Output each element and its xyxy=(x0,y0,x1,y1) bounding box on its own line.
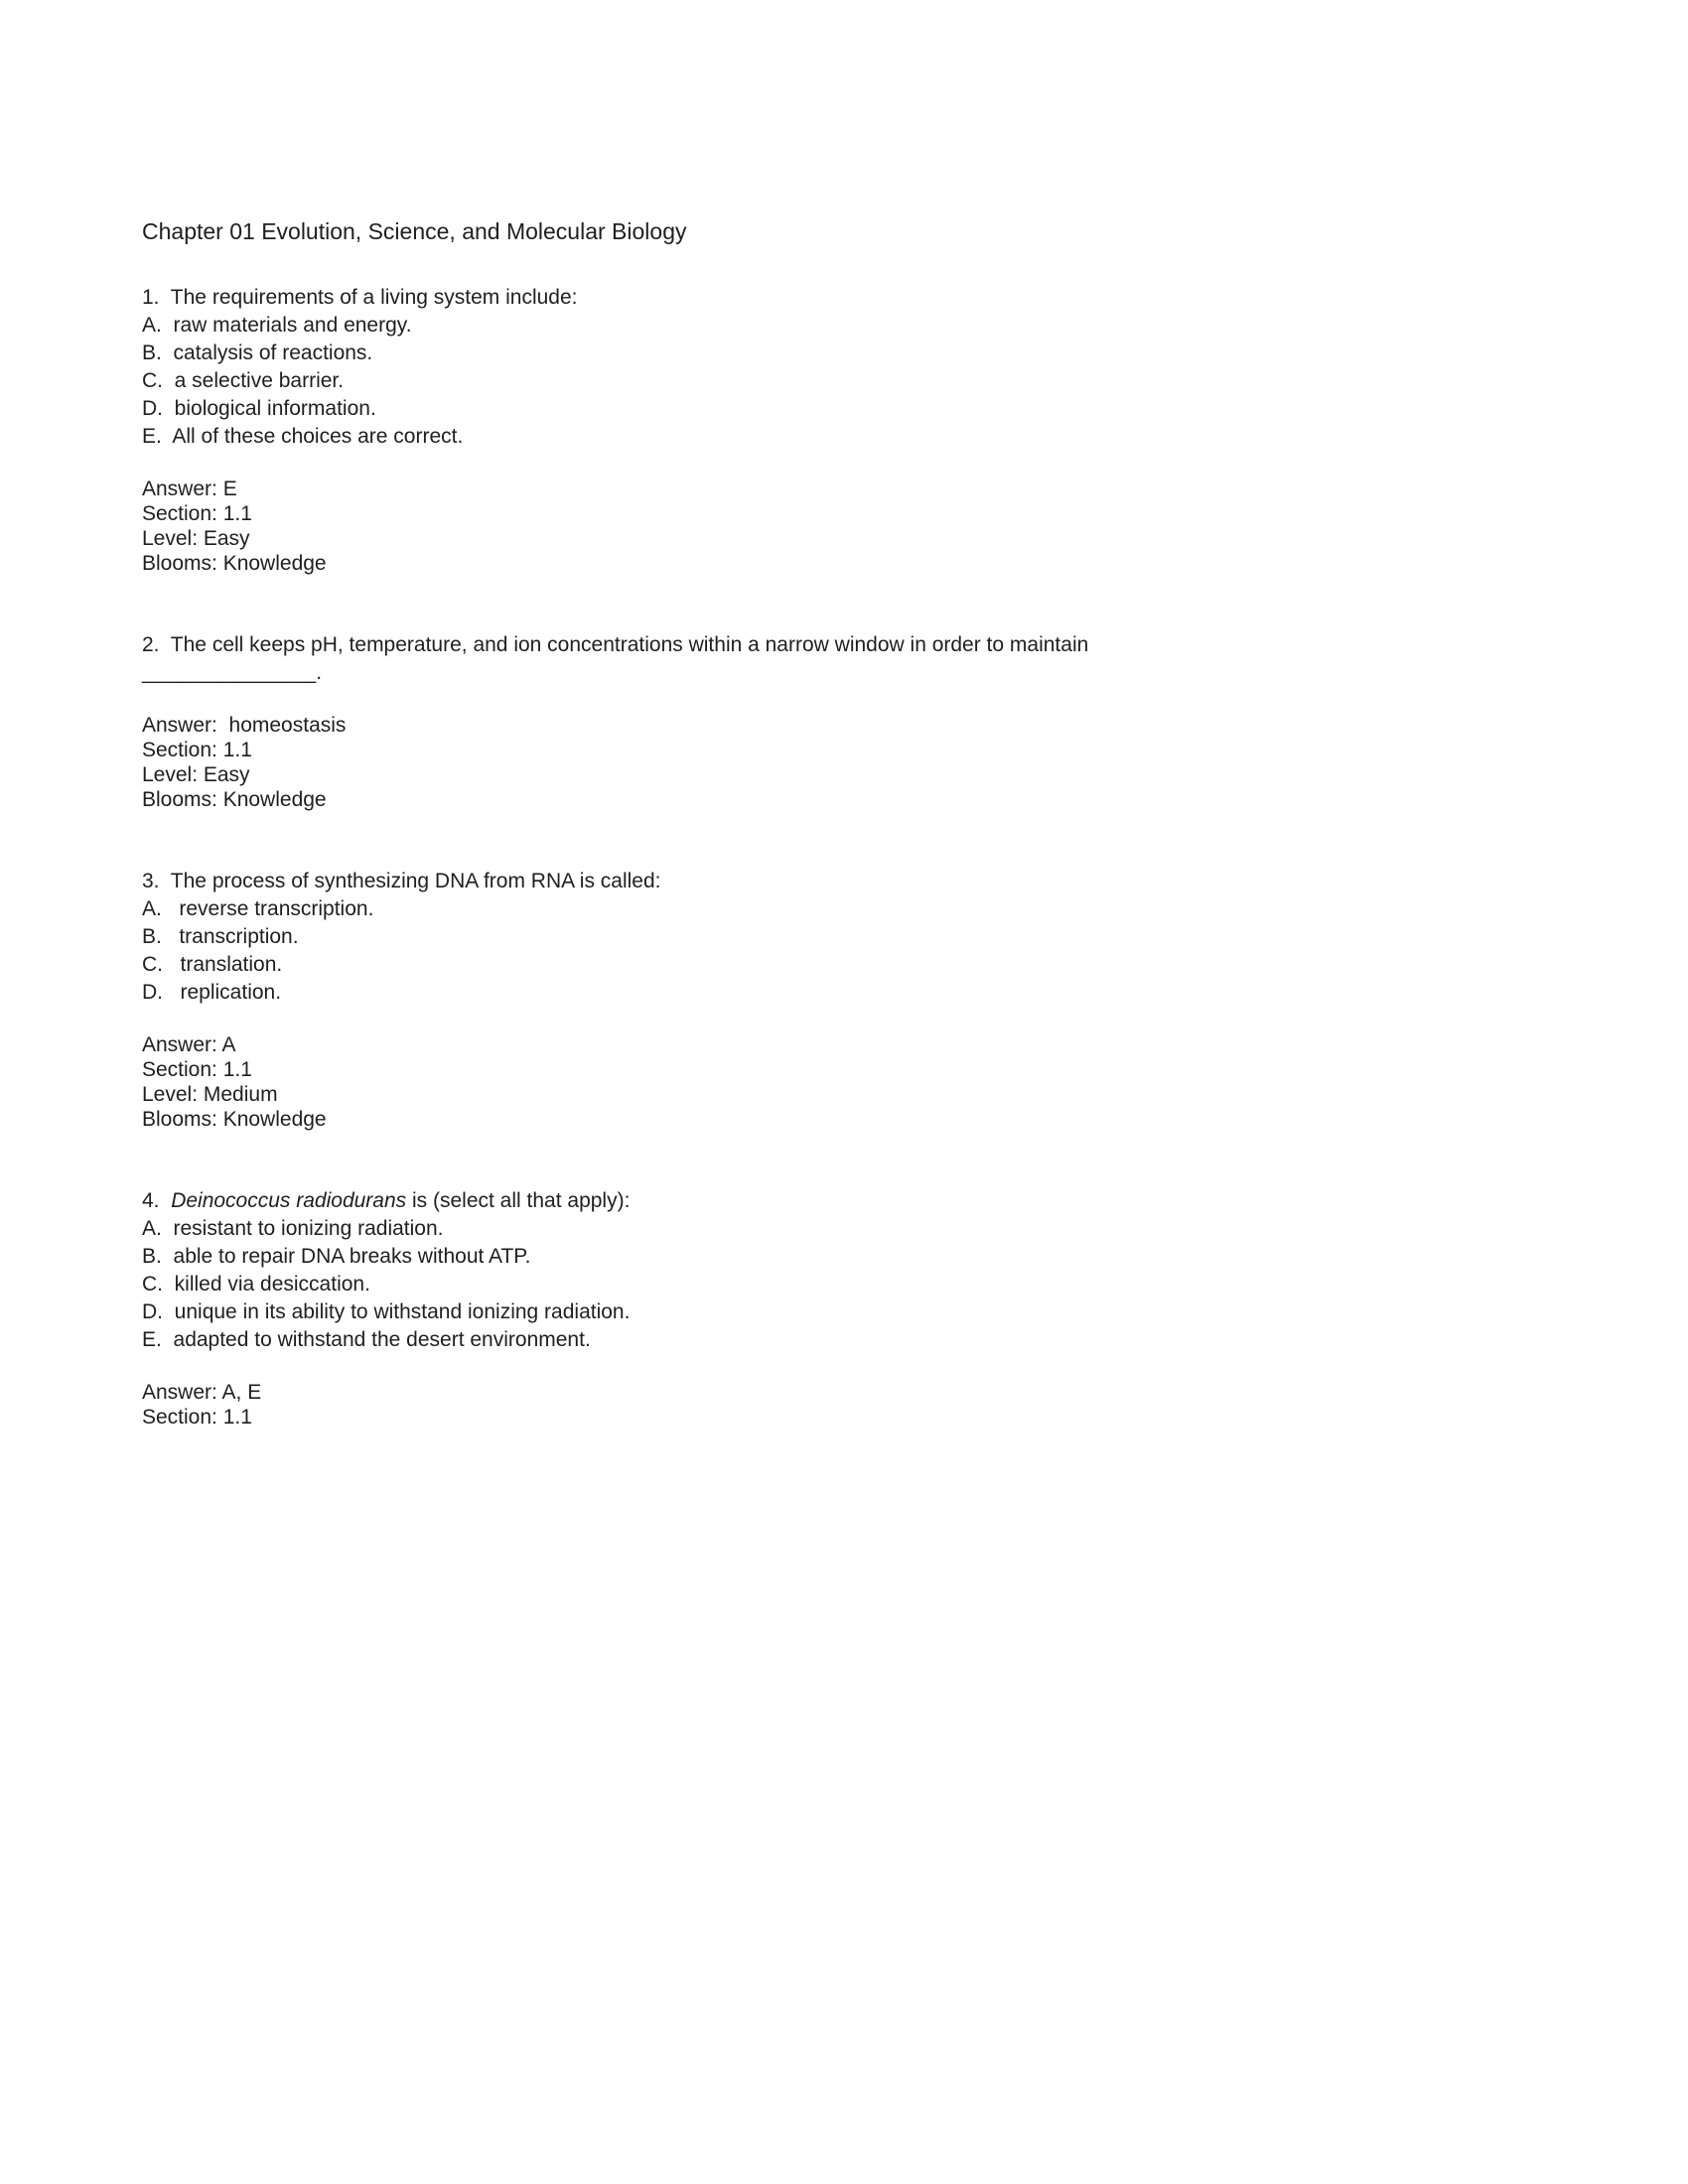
answer-line: Answer: homeostasis xyxy=(142,714,347,737)
question-4-option-a: A. resistant to ionizing radiation. xyxy=(142,1217,444,1240)
section-line: Section: 1.1 xyxy=(142,739,252,761)
answer-line: Answer: A xyxy=(142,1033,236,1056)
question-1-text: 1. The requirements of a living system include: xyxy=(142,286,578,309)
blooms-line: Blooms: Knowledge xyxy=(142,1108,327,1131)
question-3 xyxy=(142,868,1546,1132)
question-4-option-b: B. able to repair DNA breaks without ATP. xyxy=(142,1245,531,1268)
question-4-text xyxy=(142,1187,1546,1215)
question-4-option-e: E. adapted to withstand the desert environment. xyxy=(142,1328,591,1351)
blooms-line: Blooms: Knowledge xyxy=(142,788,327,811)
question-1 xyxy=(142,284,1546,576)
question-4-number: 4. xyxy=(142,1189,172,1212)
document-content xyxy=(142,216,1546,1430)
question-1-option-d: D. biological information. xyxy=(142,397,376,420)
question-4-answer-block xyxy=(142,1380,1546,1430)
question-3-option-d: D. replication. xyxy=(142,981,282,1004)
section-line: Section: 1.1 xyxy=(142,502,252,525)
question-4-option-d: D. unique in its ability to withstand ionizing radiation. xyxy=(142,1300,631,1323)
question-2 xyxy=(142,631,1546,812)
level-line: Level: Easy xyxy=(142,527,250,550)
question-2-answer-block xyxy=(142,713,1546,812)
question-3-option-b: B. transcription. xyxy=(142,925,299,948)
question-3-option-a: A. reverse transcription. xyxy=(142,897,374,920)
question-3-option-c: C. translation. xyxy=(142,953,283,976)
question-4-text-rest: is (select all that apply): xyxy=(406,1189,631,1212)
question-3-answer-block xyxy=(142,1032,1546,1132)
question-1-option-a: A. raw materials and energy. xyxy=(142,314,412,337)
section-line: Section: 1.1 xyxy=(142,1406,252,1429)
question-4 xyxy=(142,1187,1546,1430)
chapter-title: Chapter 01 Evolution, Science, and Molecular Biology xyxy=(142,218,687,244)
section-line: Section: 1.1 xyxy=(142,1058,252,1081)
question-3-text: 3. The process of synthesizing DNA from RNA is called: xyxy=(142,870,661,892)
question-1-option-e: E. All of these choices are correct. xyxy=(142,425,464,448)
question-2-text-line1: 2. The cell keeps pH, temperature, and ion concentrations within a narrow window in order to maintain xyxy=(142,633,1089,656)
question-1-option-b: B. catalysis of reactions. xyxy=(142,341,373,364)
question-4-species-name: Deinococcus radiodurans xyxy=(171,1189,407,1212)
question-2-blank-line: _______________. xyxy=(142,661,323,684)
answer-line: Answer: A, E xyxy=(142,1381,262,1404)
question-4-option-c: C. killed via desiccation. xyxy=(142,1273,370,1296)
question-1-answer-block xyxy=(142,477,1546,576)
blooms-line: Blooms: Knowledge xyxy=(142,552,327,575)
level-line: Level: Easy xyxy=(142,763,250,786)
level-line: Level: Medium xyxy=(142,1083,278,1106)
answer-line: Answer: E xyxy=(142,478,237,500)
question-1-option-c: C. a selective barrier. xyxy=(142,369,345,392)
